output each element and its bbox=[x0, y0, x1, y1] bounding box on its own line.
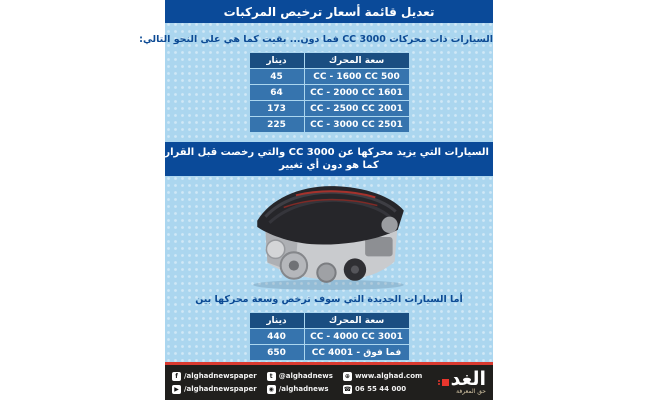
dinar-cell: 225 bbox=[249, 117, 304, 133]
engine-image bbox=[165, 178, 493, 294]
alghad-logo-row bbox=[438, 367, 486, 390]
phone-icon: ☎ bbox=[343, 385, 352, 393]
dinar-cell: 650 bbox=[249, 345, 304, 361]
dinar-cell: 64 bbox=[249, 85, 304, 101]
capacity-cell: 2501 CC - 3000 CC bbox=[304, 117, 409, 133]
youtube-handle bbox=[172, 385, 257, 394]
social-label: /alghadnewspaper bbox=[184, 385, 257, 393]
capacity-cell: 2001 CC - 2500 CC bbox=[304, 101, 409, 117]
table-header-row bbox=[249, 53, 409, 69]
capacity-column-header: سعة المحرك bbox=[304, 313, 409, 329]
capacity-cell: 3001 CC - 4000 CC bbox=[304, 329, 409, 345]
dinar-column-header: دينار bbox=[249, 53, 304, 69]
twitter-icon: t bbox=[267, 372, 276, 381]
page-title: تعديل قائمة أسعار ترخيص المركبات bbox=[223, 4, 435, 19]
youtube-icon: ▶ bbox=[172, 385, 181, 394]
instagram-handle bbox=[267, 385, 333, 394]
logo-wordmark: الغد bbox=[450, 367, 486, 390]
social-label: @alghadnews bbox=[278, 372, 333, 380]
table-row bbox=[249, 329, 409, 345]
infographic-body bbox=[90, 0, 493, 400]
table-header-row bbox=[249, 313, 409, 329]
social-label: /alghadnews bbox=[278, 385, 329, 393]
globe-icon: ⊕ bbox=[344, 372, 350, 380]
dinar-cell: 173 bbox=[249, 101, 304, 117]
car-engine-illustration bbox=[234, 178, 424, 292]
dinar-cell: 440 bbox=[249, 329, 304, 345]
social-label: 06 55 44 000 bbox=[354, 385, 407, 393]
notice-banner-line2: كما هو دون أي تغيير bbox=[279, 160, 379, 171]
table-row bbox=[249, 85, 409, 101]
phone-number bbox=[343, 385, 422, 394]
social-links bbox=[172, 372, 422, 394]
website-link bbox=[343, 372, 422, 381]
twitter-handle bbox=[267, 372, 333, 381]
capacity-column-header: سعة المحرك bbox=[304, 53, 409, 69]
facebook-icon: f bbox=[172, 372, 181, 381]
social-label: www.alghad.com bbox=[354, 372, 423, 380]
notice-banner bbox=[90, 142, 493, 176]
fee-table-over-3000cc bbox=[249, 312, 410, 361]
capacity-cell: 1601 CC - 2000 CC bbox=[304, 85, 409, 101]
logo-dots bbox=[438, 380, 440, 385]
section1-intro-text: السيارات ذات محركات CC 3000 فما دون... بقيت كما هي على النحو التالي: bbox=[139, 34, 493, 45]
instagram-icon: ◉ bbox=[268, 385, 274, 393]
fee-table-under-3000cc bbox=[249, 52, 410, 133]
table-row bbox=[249, 101, 409, 117]
table-row bbox=[249, 117, 409, 133]
notice-banner-line1: السيارات التي يزيد محركها عن CC 3000 والتي رخصت قبل القرار يبقى ترخيصها bbox=[90, 147, 489, 158]
capacity-cell: 500 CC - 1600 CC bbox=[304, 69, 409, 85]
title-bar bbox=[165, 0, 493, 23]
footer-bar bbox=[165, 365, 493, 400]
logo-tagline: حق المعرفة bbox=[456, 388, 486, 396]
dinar-column-header: دينار bbox=[249, 313, 304, 329]
social-label: /alghadnewspaper bbox=[184, 372, 257, 380]
facebook-handle bbox=[172, 372, 257, 381]
section2-intro-text: أما السيارات الجديدة التي سوف ترخص وسعة محركها بين bbox=[195, 294, 463, 305]
dinar-cell: 45 bbox=[249, 69, 304, 85]
capacity-cell: فما فوق - 4001 CC bbox=[304, 345, 409, 361]
table-row bbox=[249, 345, 409, 361]
logo-red-square bbox=[442, 379, 449, 386]
table-row bbox=[249, 69, 409, 85]
alghad-logo bbox=[438, 367, 486, 396]
